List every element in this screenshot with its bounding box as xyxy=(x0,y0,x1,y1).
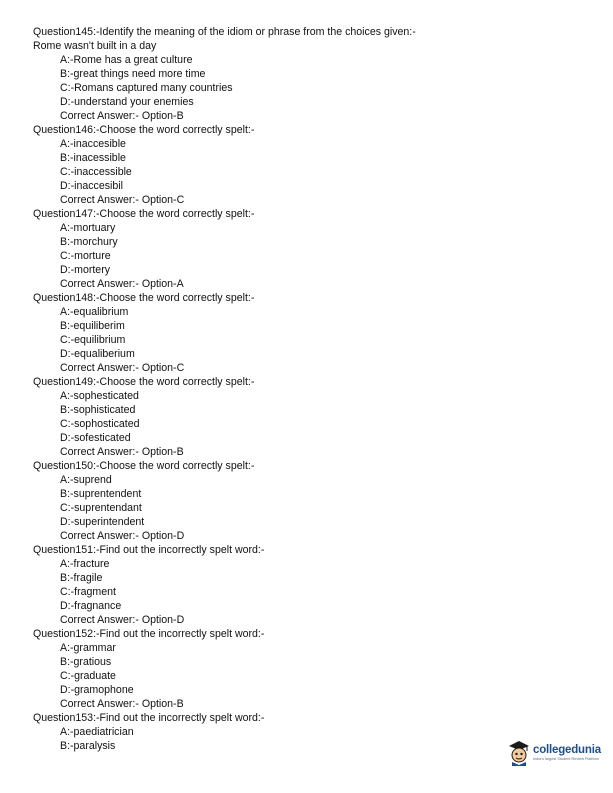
logo-tagline: India's largest Student Review Platform xyxy=(533,757,600,761)
correct-answer: Correct Answer:- Option-D xyxy=(60,614,185,626)
option: A:-inaccesible xyxy=(60,138,126,150)
option: A:-Rome has a great culture xyxy=(60,54,193,66)
question-stem: Question145:-Identify the meaning of the idiom or phrase from the choices given:- xyxy=(33,26,416,38)
option: B:-morchury xyxy=(60,236,118,248)
option: D:-superintendent xyxy=(60,516,145,528)
question-block xyxy=(0,459,613,543)
correct-answer: Correct Answer:- Option-B xyxy=(60,698,184,710)
option: D:-understand your enemies xyxy=(60,96,194,108)
question-block xyxy=(0,25,613,123)
question-stem: Question150:-Choose the word correctly spelt:- xyxy=(33,460,255,472)
collegedunia-logo xyxy=(507,736,607,770)
option: C:-Romans captured many countries xyxy=(60,82,233,94)
question-stem: Question148:-Choose the word correctly spelt:- xyxy=(33,292,255,304)
question-block xyxy=(0,207,613,291)
question-stem: Question146:-Choose the word correctly spelt:- xyxy=(33,124,255,136)
question-block xyxy=(0,627,613,711)
option: B:-paralysis xyxy=(60,740,116,752)
option: D:-fragnance xyxy=(60,600,122,612)
question-block xyxy=(0,375,613,459)
question-stem-continued: Rome wasn't built in a day xyxy=(33,40,157,52)
logo-text xyxy=(533,744,601,762)
option: B:-gratious xyxy=(60,656,112,668)
correct-answer: Correct Answer:- Option-A xyxy=(60,278,184,290)
option: B:-great things need more time xyxy=(60,68,206,80)
option: B:-fragile xyxy=(60,572,103,584)
question-stem: Question152:-Find out the incorrectly spelt word:- xyxy=(33,628,265,640)
option: C:-suprentendant xyxy=(60,502,142,514)
option: A:-paediatrician xyxy=(60,726,134,738)
correct-answer: Correct Answer:- Option-C xyxy=(60,362,185,374)
option: B:-inacessible xyxy=(60,152,126,164)
logo-name: collegedunia xyxy=(533,744,601,756)
option: C:-fragment xyxy=(60,586,116,598)
option: C:-sophosticated xyxy=(60,418,140,430)
question-stem: Question151:-Find out the incorrectly spelt word:- xyxy=(33,544,265,556)
option: D:-gramophone xyxy=(60,684,134,696)
question-block xyxy=(0,543,613,627)
option: A:-equalibrium xyxy=(60,306,129,318)
question-block xyxy=(0,291,613,375)
option: D:-mortery xyxy=(60,264,111,276)
option: C:-morture xyxy=(60,250,111,262)
option: A:-sophesticated xyxy=(60,390,139,402)
correct-answer: Correct Answer:- Option-D xyxy=(60,530,185,542)
question-stem: Question147:-Choose the word correctly spelt:- xyxy=(33,208,255,220)
option: D:-equaliberium xyxy=(60,348,135,360)
correct-answer: Correct Answer:- Option-B xyxy=(60,110,184,122)
option: A:-grammar xyxy=(60,642,116,654)
option: B:-equiliberim xyxy=(60,320,125,332)
option: D:-inaccesibil xyxy=(60,180,123,192)
option: B:-sophisticated xyxy=(60,404,136,416)
option: D:-sofesticated xyxy=(60,432,131,444)
question-document xyxy=(0,25,613,753)
correct-answer: Correct Answer:- Option-C xyxy=(60,194,185,206)
option: A:-suprend xyxy=(60,474,112,486)
correct-answer: Correct Answer:- Option-B xyxy=(60,446,184,458)
option: C:-graduate xyxy=(60,670,116,682)
option: B:-suprentendent xyxy=(60,488,142,500)
question-stem: Question153:-Find out the incorrectly spelt word:- xyxy=(33,712,265,724)
option: A:-mortuary xyxy=(60,222,116,234)
question-block xyxy=(0,123,613,207)
question-stem: Question149:-Choose the word correctly spelt:- xyxy=(33,376,255,388)
graduate-mascot-icon xyxy=(507,740,531,766)
option: C:-inaccessible xyxy=(60,166,132,178)
option: A:-fracture xyxy=(60,558,110,570)
option: C:-equilibrium xyxy=(60,334,126,346)
